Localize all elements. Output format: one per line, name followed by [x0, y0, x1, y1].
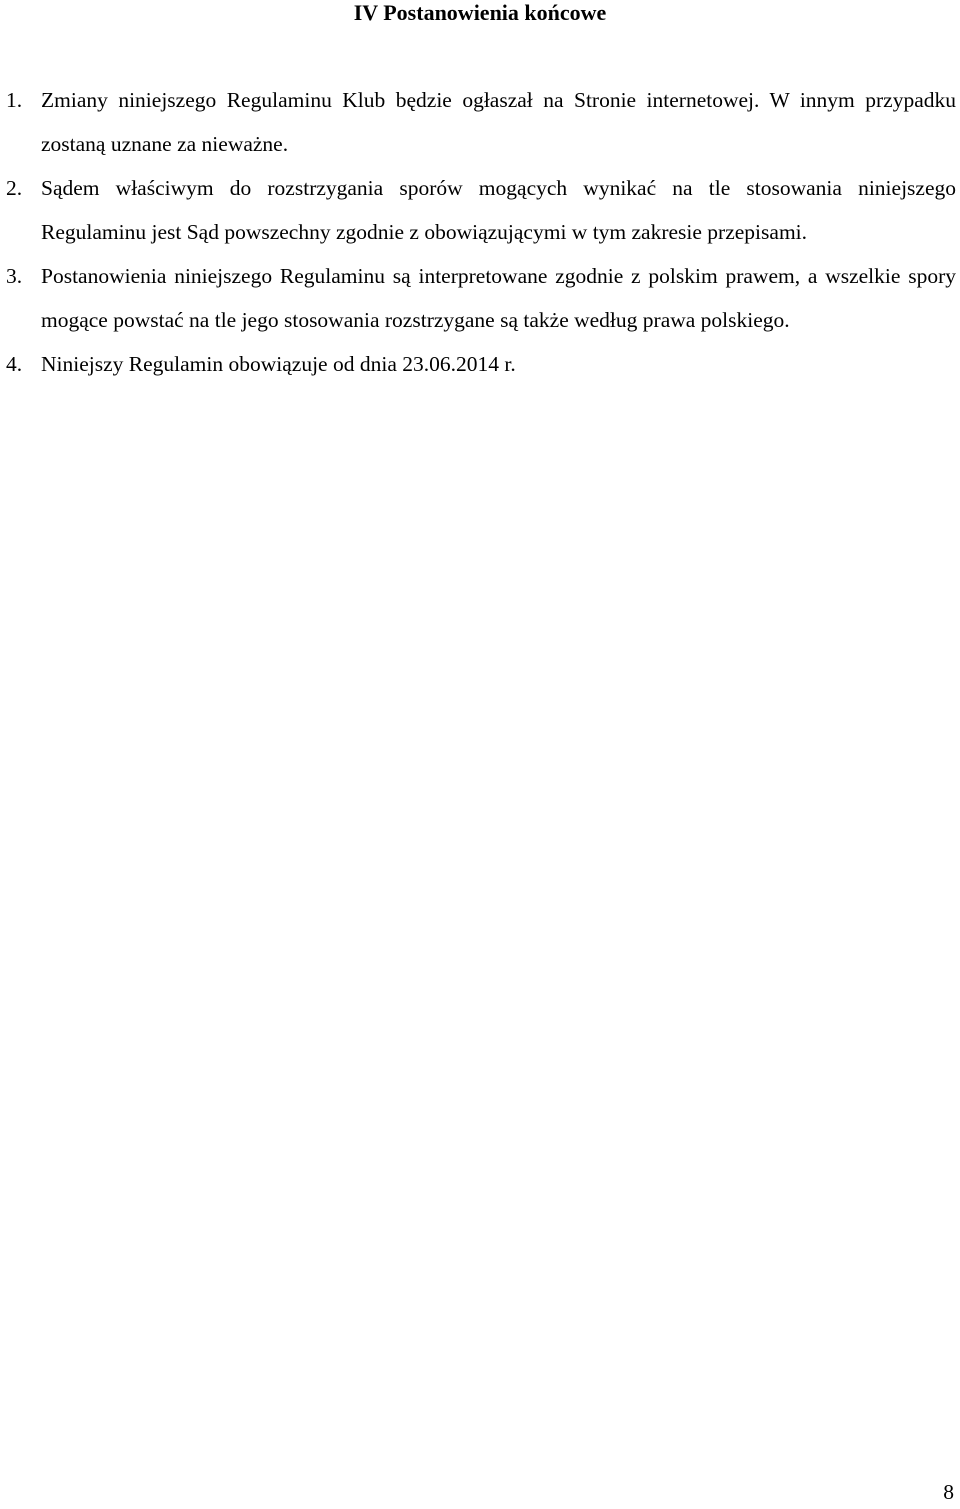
list-item — [0, 254, 956, 342]
list-item-number: 2. — [6, 176, 23, 200]
list-item — [0, 78, 956, 166]
list-item — [0, 342, 956, 386]
list-item-number: 3. — [6, 264, 23, 288]
list-item-text: Postanowienia niniejszego Regulaminu są interpretowane zgodnie z polskim prawem, a wszelkie spory mogące powstać na tle jego stosowania rozstrzygane są także według prawa polskiego. — [41, 264, 956, 332]
list-item-text: Zmiany niniejszego Regulaminu Klub będzie ogłaszał na Stronie internetowej. W innym przypadku zostaną uznane za nieważne. — [41, 88, 956, 156]
list-item-number: 1. — [6, 88, 23, 112]
provisions-list — [0, 78, 956, 386]
list-item-text: Niniejszy Regulamin obowiązuje od dnia 23.06.2014 r. — [41, 352, 516, 376]
list-item-number: 4. — [6, 352, 23, 376]
list-item — [0, 166, 956, 254]
section-heading: IV Postanowienia końcowe — [353, 0, 607, 25]
page-number: 8 — [943, 1480, 954, 1504]
list-item-text: Sądem właściwym do rozstrzygania sporów mogących wynikać na tle stosowania niniejszego Regulaminu jest Sąd powszechny zgodnie z obowiązującymi w tym zakresie przepisami. — [41, 176, 956, 244]
